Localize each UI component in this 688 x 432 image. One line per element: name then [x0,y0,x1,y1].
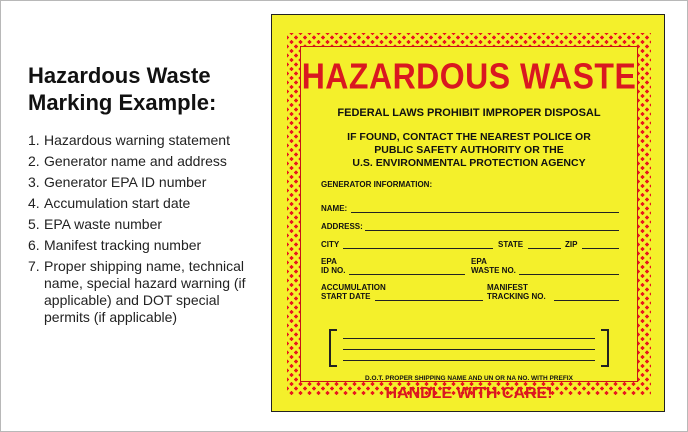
manifest-label-line1: MANIFEST [487,283,528,292]
accumulation-label [321,283,386,301]
address-row [321,215,619,233]
list-item-number: 6. [28,237,40,253]
hazardous-waste-label [271,14,665,412]
accumulation-field [375,300,483,301]
list-item-text: EPA waste number [44,216,163,232]
state-field [528,248,561,249]
manifest-label-line2: TRACKING NO. [487,292,546,301]
city-field [343,248,493,249]
zip-label: ZIP [565,240,578,249]
epa-row [321,251,619,277]
generator-info-title: GENERATOR INFORMATION: [321,180,433,189]
accumulation-row [321,277,619,303]
list-item-text: Hazardous warning statement [44,132,230,148]
list-item [28,237,268,254]
list-item-text: Generator name and address [44,153,227,169]
list-item-text: Manifest tracking number [44,237,202,253]
handle-with-care: HANDLE WITH CARE! [385,385,553,402]
list-item-number: 5. [28,216,40,232]
list-item-number: 4. [28,195,40,211]
intro-heading [28,62,268,116]
list-item-text: Accumulation start date [44,195,191,211]
list-item [28,153,268,170]
shipping-name-box [329,329,609,369]
list-item-text: Generator EPA ID number [44,174,207,190]
name-row [321,197,619,215]
address-label: ADDRESS: [321,222,363,231]
notice-line1: IF FOUND, CONTACT THE NEAREST POLICE OR [347,131,591,143]
epa-id-label-line1: EPA [321,257,337,266]
list-item-text: Proper shipping name, technical name, special hazard warning (if applicable) and DOT special permits (if applicable) [44,258,246,325]
contact-notice [301,131,637,170]
list-item [28,216,268,233]
marking-list [28,132,268,326]
generator-form [321,180,619,303]
epa-waste-label [471,257,516,275]
epa-id-field [349,274,465,275]
notice-line2: PUBLIC SAFETY AUTHORITY OR THE [374,144,564,156]
list-item-number: 2. [28,153,40,169]
list-item [28,132,268,149]
accumulation-label-line2: START DATE [321,292,371,301]
list-item-number: 3. [28,174,40,190]
epa-waste-field [519,274,619,275]
label-title: HAZARDOUS WASTE [301,55,637,97]
right-bracket [601,329,609,367]
shipping-line [343,338,595,339]
name-field [351,212,619,213]
intro-heading-line1: Hazardous Waste [28,63,211,88]
label-subtitle: FEDERAL LAWS PROHIBIT IMPROPER DISPOSAL [337,107,601,119]
address-field [365,230,619,231]
list-item [28,258,268,326]
epa-id-label-line2: ID NO. [321,266,346,275]
diamond-border [287,33,651,402]
manifest-label [487,283,546,301]
notice-line3: U.S. ENVIRONMENTAL PROTECTION AGENCY [352,157,586,169]
epa-id-label [321,257,345,275]
label-body [300,46,638,402]
epa-waste-label-line1: EPA [471,257,487,266]
shipping-line [343,349,595,350]
list-item-number: 1. [28,132,40,148]
intro-panel [28,62,268,330]
state-label: STATE [498,240,524,249]
left-bracket [329,329,337,367]
shipping-caption: D.O.T. PROPER SHIPPING NAME AND UN OR NA NO. WITH PREFIX [365,375,573,382]
epa-waste-label-line2: WASTE NO. [471,266,516,275]
shipping-line [343,360,595,361]
list-item [28,174,268,191]
intro-heading-line2: Marking Example: [28,90,217,115]
list-item [28,195,268,212]
manifest-field [554,300,619,301]
list-item-number: 7. [28,258,40,274]
city-label: CITY [321,240,340,249]
accumulation-label-line1: ACCUMULATION [321,283,386,292]
zip-field [582,248,619,249]
city-row [321,233,619,251]
name-label: NAME: [321,204,348,213]
